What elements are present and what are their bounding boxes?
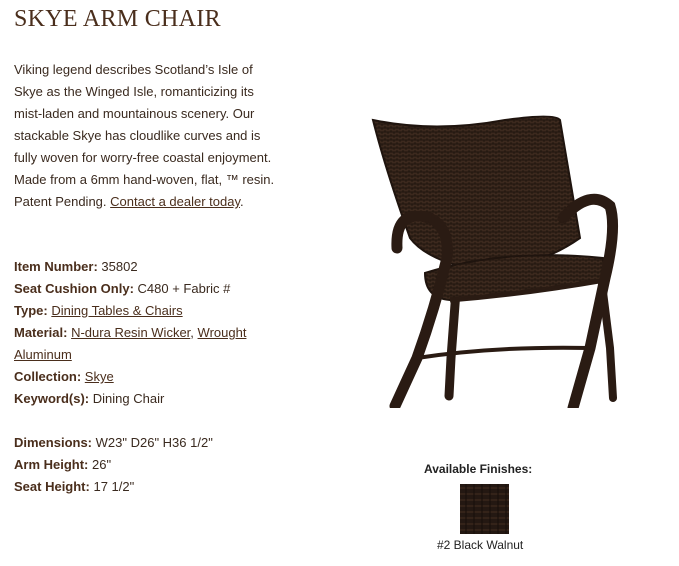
contact-dealer-link[interactable]: Contact a dealer today	[110, 194, 240, 209]
material-separator: ,	[190, 325, 194, 340]
spec-label: Keyword(s):	[14, 391, 90, 406]
spec-material	[14, 322, 284, 366]
spec-value: W23" D26" H36 1/2"	[95, 435, 213, 450]
available-finishes-label: Available Finishes:	[424, 462, 533, 476]
spec-label: Collection:	[14, 369, 82, 384]
spec-spacer	[14, 410, 284, 432]
description-text: Viking legend describes Scotland’s Isle of Skye as the Winged Isle, romanticizing its mist-laden and mountainous scenery. Our stackable Skye has cloudlike curves and is fully woven for worry-free coastal enjoyment. Made from a 6mm hand-woven, flat, ™ resin. Patent Pending.	[14, 62, 275, 209]
spec-label: Arm Height:	[14, 457, 89, 472]
collection-link[interactable]: Skye	[84, 369, 114, 384]
product-title: SKYE ARM CHAIR	[14, 6, 221, 32]
product-specs	[14, 256, 284, 498]
chair-product-image	[355, 108, 625, 408]
spec-item-number	[14, 256, 284, 278]
finish-swatch-black-walnut[interactable]	[460, 484, 509, 534]
spec-label: Seat Cushion Only:	[14, 281, 134, 296]
spec-value: Dining Chair	[92, 391, 165, 406]
spec-dimensions	[14, 432, 284, 454]
spec-value: C480 + Fabric #	[137, 281, 231, 296]
type-link[interactable]: Dining Tables & Chairs	[51, 303, 183, 318]
spec-label: Dimensions:	[14, 435, 93, 450]
spec-value: 26"	[92, 457, 112, 472]
spec-keywords	[14, 388, 284, 410]
spec-arm-height	[14, 454, 284, 476]
spec-label: Material:	[14, 325, 68, 340]
spec-type	[14, 300, 284, 322]
spec-label: Item Number:	[14, 259, 98, 274]
material-link-aluminum[interactable]: Wrought Aluminum	[14, 325, 247, 362]
spec-value: 17 1/2"	[93, 479, 135, 494]
finish-name: #2 Black Walnut	[437, 538, 524, 552]
spec-label: Type:	[14, 303, 48, 318]
spec-seat-height	[14, 476, 284, 498]
product-description	[14, 59, 276, 213]
spec-seat-cushion	[14, 278, 284, 300]
weave-texture	[460, 484, 509, 534]
spec-collection	[14, 366, 284, 388]
spec-value: 35802	[101, 259, 138, 274]
spec-label: Seat Height:	[14, 479, 90, 494]
description-link-suffix: .	[240, 194, 244, 209]
material-link-resin[interactable]: N-dura Resin Wicker	[71, 325, 191, 340]
